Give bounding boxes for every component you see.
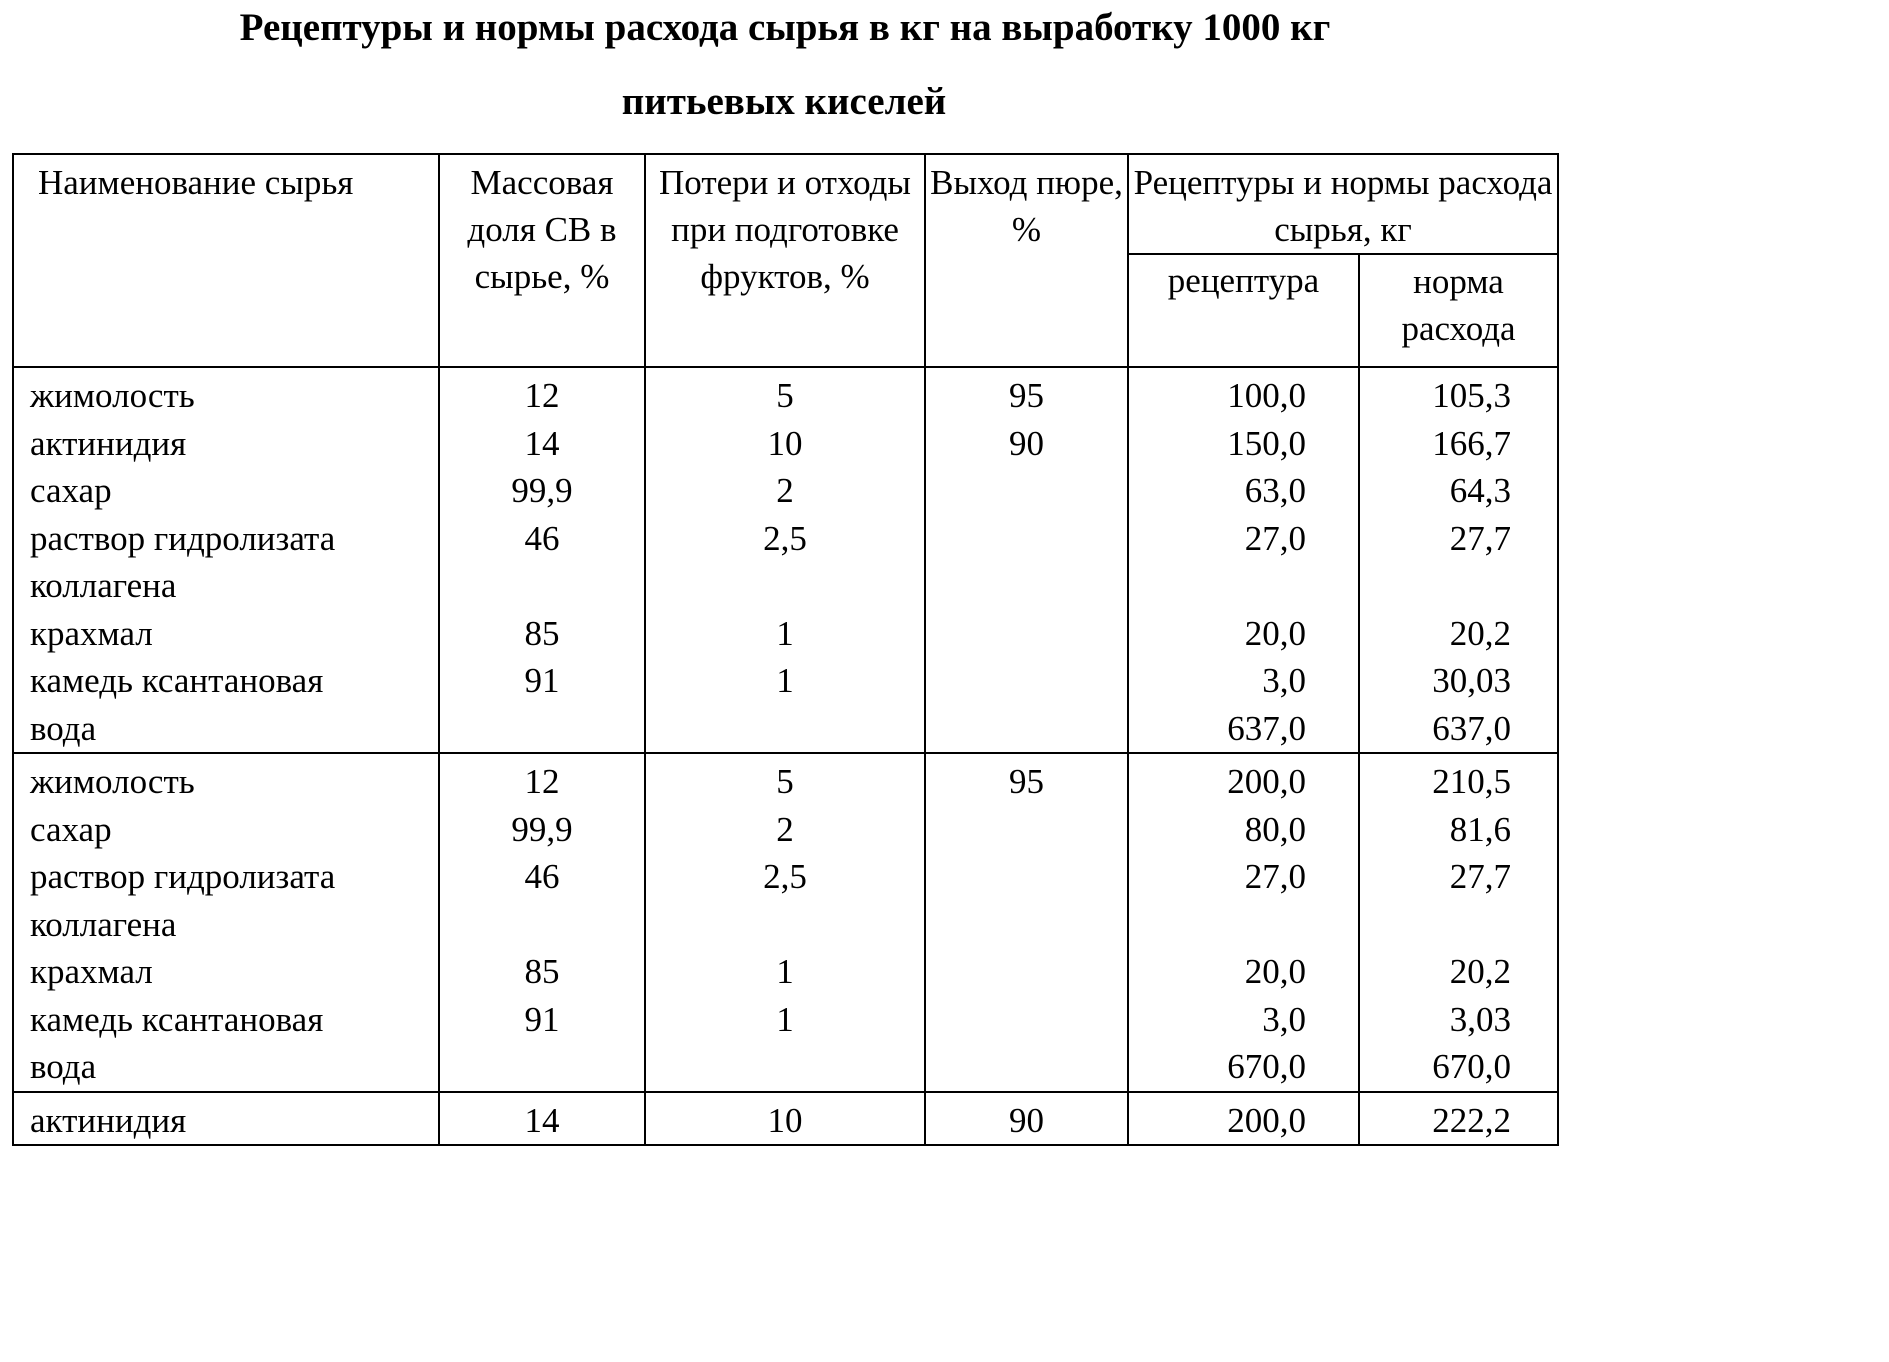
cell-name: крахмал [13,610,439,658]
table-row [13,705,1558,754]
table-row [13,1043,1558,1092]
page-title: Рецептуры и нормы расхода сырья в кг на выработку 1000 кг [239,6,1331,49]
header-dry-matter: Массовая доля СВ в сырье, % [439,154,645,367]
cell-norm: 20,2 [1359,948,1558,996]
table-row [13,1092,1558,1146]
cell-puree-yield: 90 [925,1092,1128,1146]
cell-name: крахмал [13,948,439,996]
cell-norm: 27,7 [1359,853,1558,948]
cell-norm: 105,3 [1359,367,1558,420]
header-recipes-norms: Рецептуры и нормы расхода сырья, кг [1128,154,1558,254]
cell-dry-matter: 46 [439,853,645,948]
table-row [13,853,1558,948]
cell-recipe: 200,0 [1128,753,1359,806]
cell-name: сахар [13,806,439,854]
cell-dry-matter: 14 [439,1092,645,1146]
cell-dry-matter: 12 [439,753,645,806]
cell-dry-matter: 85 [439,610,645,658]
cell-name: сахар [13,467,439,515]
table-row [13,948,1558,996]
cell-norm: 27,7 [1359,515,1558,610]
cell-name: вода [13,1043,439,1092]
cell-puree-yield [925,705,1128,754]
cell-norm: 210,5 [1359,753,1558,806]
cell-dry-matter: 91 [439,657,645,705]
cell-recipe: 150,0 [1128,420,1359,468]
table-row [13,610,1558,658]
cell-name: камедь ксантановая [13,657,439,705]
table-row [13,515,1558,610]
cell-name: камедь ксантановая [13,996,439,1044]
cell-losses: 10 [645,420,925,468]
cell-losses: 1 [645,996,925,1044]
table-row [13,467,1558,515]
cell-dry-matter: 99,9 [439,467,645,515]
cell-dry-matter: 12 [439,367,645,420]
table-header [13,154,1558,367]
cell-puree-yield [925,806,1128,854]
cell-recipe: 100,0 [1128,367,1359,420]
cell-recipe: 63,0 [1128,467,1359,515]
cell-puree-yield [925,1043,1128,1092]
header-losses: Потери и отходы при подготовке фруктов, % [645,154,925,367]
cell-dry-matter [439,705,645,754]
cell-puree-yield [925,996,1128,1044]
header-recipe: рецептура [1128,254,1359,367]
cell-dry-matter: 91 [439,996,645,1044]
cell-norm: 222,2 [1359,1092,1558,1146]
cell-name: раствор гидролизата коллагена [13,515,439,610]
page-subtitle: питьевых киселей [621,80,947,123]
table-row [13,657,1558,705]
cell-recipe: 670,0 [1128,1043,1359,1092]
cell-puree-yield [925,610,1128,658]
cell-norm: 166,7 [1359,420,1558,468]
cell-name: вода [13,705,439,754]
cell-name: жимолость [13,367,439,420]
cell-dry-matter: 99,9 [439,806,645,854]
cell-losses: 1 [645,610,925,658]
table-row [13,753,1558,806]
cell-puree-yield: 90 [925,420,1128,468]
header-puree-yield: Выход пюре, % [925,154,1128,367]
cell-dry-matter: 85 [439,948,645,996]
table-row [13,806,1558,854]
cell-name: раствор гидролизата коллагена [13,853,439,948]
cell-name: актинидия [13,420,439,468]
cell-recipe: 20,0 [1128,610,1359,658]
cell-losses: 10 [645,1092,925,1146]
cell-norm: 637,0 [1359,705,1558,754]
cell-losses: 2 [645,806,925,854]
cell-name: актинидия [13,1092,439,1146]
cell-norm: 670,0 [1359,1043,1558,1092]
cell-losses [645,1043,925,1092]
cell-losses: 1 [645,948,925,996]
cell-puree-yield: 95 [925,367,1128,420]
cell-norm: 64,3 [1359,467,1558,515]
cell-recipe: 200,0 [1128,1092,1359,1146]
cell-dry-matter [439,1043,645,1092]
recipe-table [12,153,1559,1146]
cell-losses: 5 [645,367,925,420]
cell-recipe: 20,0 [1128,948,1359,996]
cell-losses: 2,5 [645,515,925,610]
cell-puree-yield: 95 [925,753,1128,806]
cell-puree-yield [925,657,1128,705]
cell-norm: 81,6 [1359,806,1558,854]
cell-puree-yield [925,467,1128,515]
cell-recipe: 3,0 [1128,996,1359,1044]
header-name: Наименование сырья [13,154,439,367]
table-row [13,420,1558,468]
cell-recipe: 637,0 [1128,705,1359,754]
cell-losses: 5 [645,753,925,806]
cell-norm: 3,03 [1359,996,1558,1044]
cell-losses [645,705,925,754]
cell-norm: 30,03 [1359,657,1558,705]
cell-puree-yield [925,948,1128,996]
cell-puree-yield [925,515,1128,610]
header-norm: норма расхода [1359,254,1558,367]
cell-recipe: 27,0 [1128,515,1359,610]
cell-losses: 1 [645,657,925,705]
cell-dry-matter: 14 [439,420,645,468]
cell-recipe: 80,0 [1128,806,1359,854]
cell-losses: 2,5 [645,853,925,948]
cell-recipe: 27,0 [1128,853,1359,948]
table-row [13,367,1558,420]
cell-puree-yield [925,853,1128,948]
cell-dry-matter: 46 [439,515,645,610]
table-row [13,996,1558,1044]
cell-name: жимолость [13,753,439,806]
cell-norm: 20,2 [1359,610,1558,658]
table-body [13,367,1558,1145]
cell-losses: 2 [645,467,925,515]
cell-recipe: 3,0 [1128,657,1359,705]
